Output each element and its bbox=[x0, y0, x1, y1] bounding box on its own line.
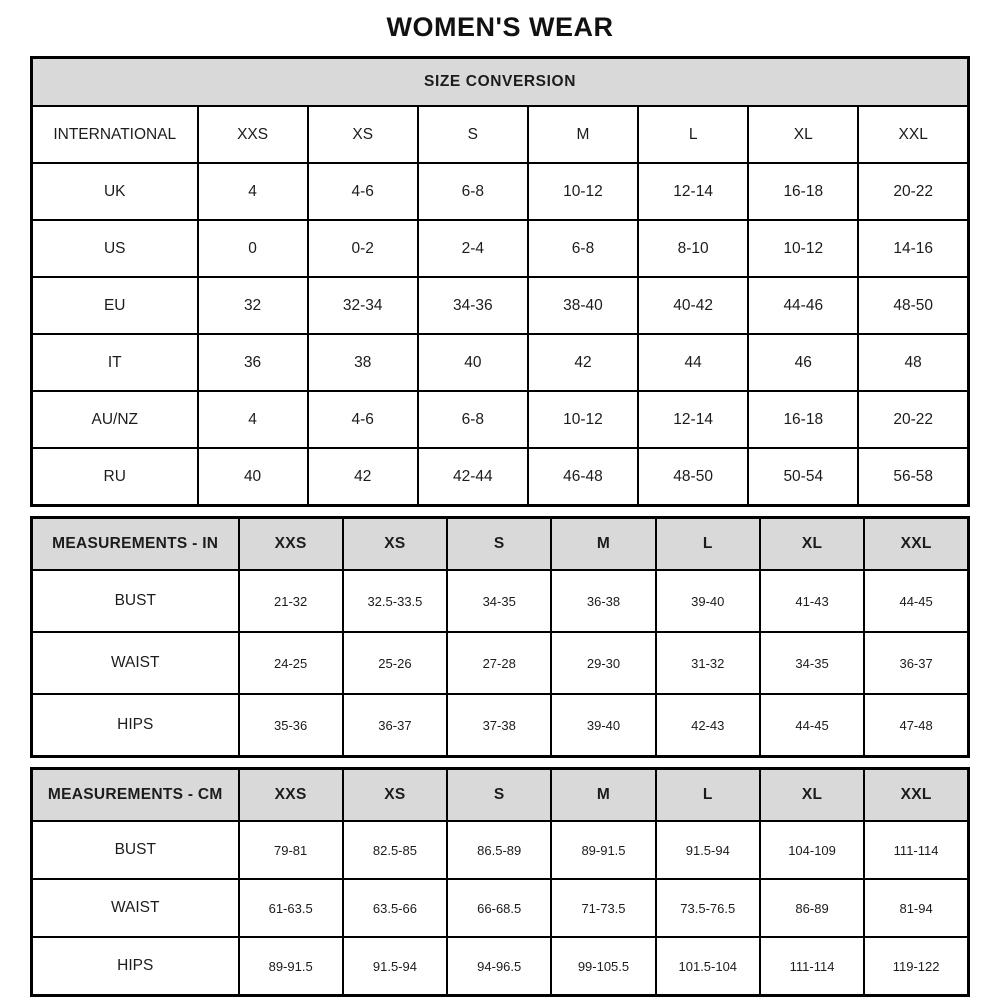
page-title: WOMEN'S WEAR bbox=[386, 12, 614, 42]
row-label-cell: BUST bbox=[32, 821, 239, 879]
value-cell: 48 bbox=[858, 334, 968, 391]
value-cell: 61-63.5 bbox=[239, 879, 343, 937]
row-label-cell: UK bbox=[32, 163, 198, 220]
row-label-cell: HIPS bbox=[32, 937, 239, 996]
table-row bbox=[32, 277, 969, 334]
column-header-cell: XS bbox=[308, 106, 418, 163]
value-cell: 86.5-89 bbox=[447, 821, 551, 879]
column-header-cell: S bbox=[418, 106, 528, 163]
table-row bbox=[32, 879, 969, 937]
value-cell: 21-32 bbox=[239, 570, 343, 632]
value-cell: 0-2 bbox=[308, 220, 418, 277]
size-header-cell: XXL bbox=[864, 518, 968, 571]
value-cell: 4 bbox=[198, 391, 308, 448]
value-cell: 48-50 bbox=[858, 277, 968, 334]
value-cell: 36-37 bbox=[864, 632, 968, 694]
column-header-cell: L bbox=[638, 106, 748, 163]
size-header-cell: XS bbox=[343, 518, 447, 571]
measurements-in-title: MEASUREMENTS - IN bbox=[32, 518, 239, 571]
row-label-cell: US bbox=[32, 220, 198, 277]
row-label-cell: IT bbox=[32, 334, 198, 391]
size-header-cell: M bbox=[551, 518, 655, 571]
row-label-cell: BUST bbox=[32, 570, 239, 632]
size-header-cell: XL bbox=[760, 769, 864, 822]
value-cell: 29-30 bbox=[551, 632, 655, 694]
value-cell: 25-26 bbox=[343, 632, 447, 694]
value-cell: 111-114 bbox=[864, 821, 968, 879]
value-cell: 0 bbox=[198, 220, 308, 277]
value-cell: 73.5-76.5 bbox=[656, 879, 760, 937]
value-cell: 119-122 bbox=[864, 937, 968, 996]
size-header-cell: L bbox=[656, 518, 760, 571]
value-cell: 16-18 bbox=[748, 163, 858, 220]
table-row bbox=[32, 694, 969, 757]
value-cell: 101.5-104 bbox=[656, 937, 760, 996]
row-label-cell: WAIST bbox=[32, 879, 239, 937]
value-cell: 10-12 bbox=[748, 220, 858, 277]
value-cell: 89-91.5 bbox=[239, 937, 343, 996]
table-header-row bbox=[32, 106, 969, 163]
value-cell: 46-48 bbox=[528, 448, 638, 506]
value-cell: 41-43 bbox=[760, 570, 864, 632]
column-header-cell: INTERNATIONAL bbox=[32, 106, 198, 163]
size-header-cell: XXS bbox=[239, 769, 343, 822]
size-header-cell: XS bbox=[343, 769, 447, 822]
size-header-cell: XL bbox=[760, 518, 864, 571]
value-cell: 36 bbox=[198, 334, 308, 391]
value-cell: 27-28 bbox=[447, 632, 551, 694]
column-header-cell: M bbox=[528, 106, 638, 163]
value-cell: 32 bbox=[198, 277, 308, 334]
value-cell: 91.5-94 bbox=[343, 937, 447, 996]
value-cell: 10-12 bbox=[528, 163, 638, 220]
measurements-cm-title: MEASUREMENTS - CM bbox=[32, 769, 239, 822]
row-label-cell: WAIST bbox=[32, 632, 239, 694]
value-cell: 12-14 bbox=[638, 163, 748, 220]
value-cell: 34-35 bbox=[760, 632, 864, 694]
value-cell: 4-6 bbox=[308, 163, 418, 220]
row-label-cell: HIPS bbox=[32, 694, 239, 757]
value-cell: 4 bbox=[198, 163, 308, 220]
value-cell: 39-40 bbox=[551, 694, 655, 757]
measurements-cm-table bbox=[30, 767, 970, 997]
value-cell: 44-45 bbox=[864, 570, 968, 632]
size-header-cell: S bbox=[447, 769, 551, 822]
measurements-in-table bbox=[30, 516, 970, 758]
value-cell: 104-109 bbox=[760, 821, 864, 879]
table-row bbox=[32, 632, 969, 694]
size-header-cell: XXL bbox=[864, 769, 968, 822]
value-cell: 34-36 bbox=[418, 277, 528, 334]
value-cell: 46 bbox=[748, 334, 858, 391]
value-cell: 10-12 bbox=[528, 391, 638, 448]
value-cell: 42-44 bbox=[418, 448, 528, 506]
table-header-row bbox=[32, 518, 969, 571]
table-row bbox=[32, 334, 969, 391]
table-row bbox=[32, 163, 969, 220]
value-cell: 36-38 bbox=[551, 570, 655, 632]
value-cell: 66-68.5 bbox=[447, 879, 551, 937]
table-row bbox=[32, 391, 969, 448]
value-cell: 94-96.5 bbox=[447, 937, 551, 996]
value-cell: 40-42 bbox=[638, 277, 748, 334]
value-cell: 38-40 bbox=[528, 277, 638, 334]
column-header-cell: XL bbox=[748, 106, 858, 163]
table-row bbox=[32, 821, 969, 879]
value-cell: 56-58 bbox=[858, 448, 968, 506]
value-cell: 47-48 bbox=[864, 694, 968, 757]
value-cell: 20-22 bbox=[858, 163, 968, 220]
value-cell: 2-4 bbox=[418, 220, 528, 277]
size-header-cell: M bbox=[551, 769, 655, 822]
value-cell: 86-89 bbox=[760, 879, 864, 937]
value-cell: 99-105.5 bbox=[551, 937, 655, 996]
value-cell: 42 bbox=[528, 334, 638, 391]
value-cell: 8-10 bbox=[638, 220, 748, 277]
value-cell: 32.5-33.5 bbox=[343, 570, 447, 632]
table-row bbox=[32, 570, 969, 632]
value-cell: 91.5-94 bbox=[656, 821, 760, 879]
table-row bbox=[32, 448, 969, 506]
table-title-row bbox=[32, 58, 969, 107]
value-cell: 36-37 bbox=[343, 694, 447, 757]
table-row bbox=[32, 937, 969, 996]
value-cell: 35-36 bbox=[239, 694, 343, 757]
value-cell: 16-18 bbox=[748, 391, 858, 448]
value-cell: 39-40 bbox=[656, 570, 760, 632]
value-cell: 89-91.5 bbox=[551, 821, 655, 879]
value-cell: 24-25 bbox=[239, 632, 343, 694]
size-conversion-title: SIZE CONVERSION bbox=[32, 58, 969, 107]
row-label-cell: EU bbox=[32, 277, 198, 334]
value-cell: 79-81 bbox=[239, 821, 343, 879]
value-cell: 20-22 bbox=[858, 391, 968, 448]
value-cell: 31-32 bbox=[656, 632, 760, 694]
value-cell: 40 bbox=[198, 448, 308, 506]
value-cell: 50-54 bbox=[748, 448, 858, 506]
value-cell: 6-8 bbox=[418, 391, 528, 448]
value-cell: 44-45 bbox=[760, 694, 864, 757]
value-cell: 6-8 bbox=[418, 163, 528, 220]
value-cell: 63.5-66 bbox=[343, 879, 447, 937]
value-cell: 82.5-85 bbox=[343, 821, 447, 879]
size-header-cell: S bbox=[447, 518, 551, 571]
row-label-cell: AU/NZ bbox=[32, 391, 198, 448]
value-cell: 81-94 bbox=[864, 879, 968, 937]
value-cell: 14-16 bbox=[858, 220, 968, 277]
column-header-cell: XXS bbox=[198, 106, 308, 163]
value-cell: 37-38 bbox=[447, 694, 551, 757]
value-cell: 40 bbox=[418, 334, 528, 391]
size-conversion-table bbox=[30, 56, 970, 507]
value-cell: 111-114 bbox=[760, 937, 864, 996]
value-cell: 71-73.5 bbox=[551, 879, 655, 937]
size-header-cell: L bbox=[656, 769, 760, 822]
value-cell: 42 bbox=[308, 448, 418, 506]
table-row bbox=[32, 220, 969, 277]
value-cell: 12-14 bbox=[638, 391, 748, 448]
value-cell: 34-35 bbox=[447, 570, 551, 632]
value-cell: 48-50 bbox=[638, 448, 748, 506]
table-header-row bbox=[32, 769, 969, 822]
value-cell: 38 bbox=[308, 334, 418, 391]
column-header-cell: XXL bbox=[858, 106, 968, 163]
value-cell: 42-43 bbox=[656, 694, 760, 757]
value-cell: 4-6 bbox=[308, 391, 418, 448]
row-label-cell: RU bbox=[32, 448, 198, 506]
value-cell: 32-34 bbox=[308, 277, 418, 334]
value-cell: 44 bbox=[638, 334, 748, 391]
value-cell: 44-46 bbox=[748, 277, 858, 334]
value-cell: 6-8 bbox=[528, 220, 638, 277]
size-header-cell: XXS bbox=[239, 518, 343, 571]
